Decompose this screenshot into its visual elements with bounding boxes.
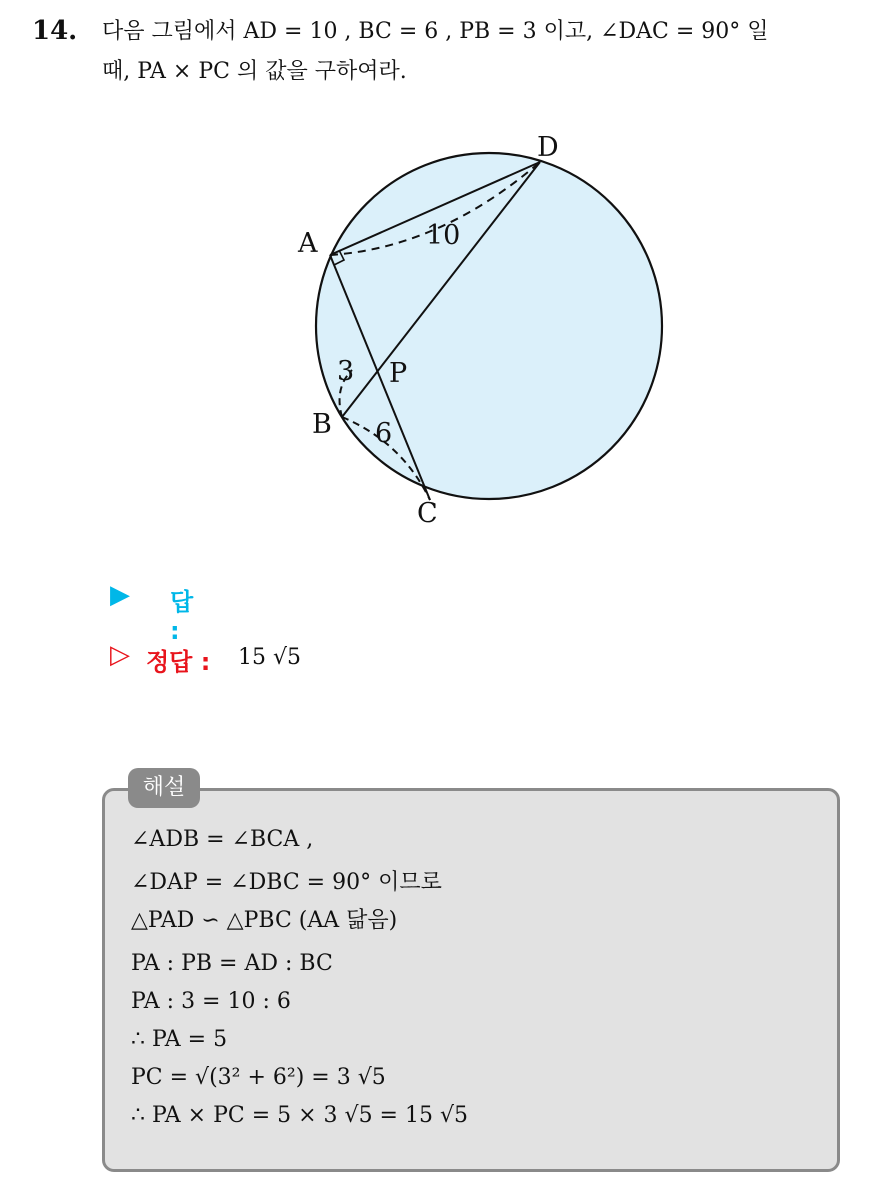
length-bc-label: 6	[375, 418, 393, 449]
solution-line-6: ∴ PA = 5	[131, 1027, 228, 1052]
problem-number: 14.	[32, 16, 78, 46]
point-d-label: D	[537, 132, 559, 163]
solution-line-5: PA : 3 = 10 : 6	[131, 989, 291, 1014]
point-p-label: P	[389, 358, 408, 389]
solution-line-3: △PAD ∽ △PBC (AA 닮음)	[131, 908, 398, 933]
answer-label: 답 :	[170, 588, 194, 645]
question-line-1: 다음 그림에서 AD = 10 , BC = 6 , PB = 3 이고, ∠DAC = 90° 일	[102, 19, 769, 44]
solution-line-8: ∴ PA × PC = 5 × 3 √5 = 15 √5	[131, 1103, 468, 1128]
point-a-label: A	[298, 228, 318, 259]
solution-box	[102, 788, 840, 1172]
correct-answer-value: 15 √5	[238, 645, 302, 670]
correct-arrow-icon: ▷	[110, 640, 130, 670]
solution-tag: 해설	[128, 768, 200, 808]
solution-line-2: ∠DAP = ∠DBC = 90° 이므로	[131, 870, 442, 895]
question-line-2: 때, PA × PC 의 값을 구하여라.	[102, 59, 407, 84]
point-b-label: B	[312, 409, 332, 440]
answer-arrow-icon: ▶	[110, 580, 130, 610]
point-c-label: C	[417, 498, 438, 529]
circle-diagram	[290, 120, 710, 540]
circle	[316, 153, 662, 499]
geometry-figure	[290, 120, 710, 540]
length-ad-label: 10	[426, 220, 461, 251]
solution-line-4: PA : PB = AD : BC	[131, 951, 333, 976]
solution-line-7: PC = √(3² + 6²) = 3 √5	[131, 1065, 386, 1090]
length-pb-label: 3	[337, 356, 355, 387]
solution-line-1: ∠ADB = ∠BCA ,	[131, 827, 314, 852]
correct-answer-label: 정답 :	[146, 648, 211, 676]
